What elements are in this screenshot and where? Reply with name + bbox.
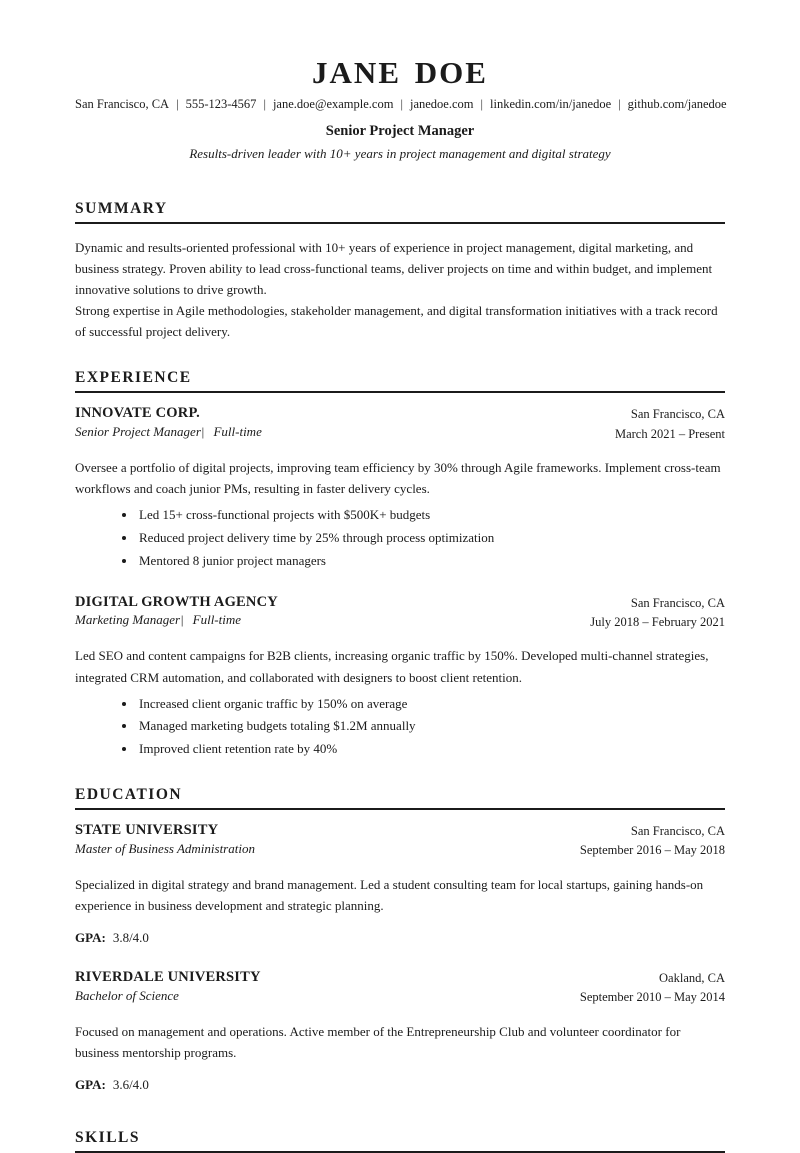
job-role-line — [75, 612, 278, 628]
candidate-tagline: Results-driven leader with 10+ years in project management and digital strategy — [189, 146, 611, 162]
job-location: San Francisco, CA — [630, 595, 725, 610]
education-heading: EDUCATION — [75, 786, 725, 810]
experience-entry-left — [75, 405, 262, 440]
job-bullet-list — [75, 695, 725, 760]
degree-name: Bachelor of Science — [75, 987, 179, 1003]
summary-body — [75, 237, 725, 342]
education-entry-meta — [580, 969, 725, 1008]
candidate-title: Senior Project Manager — [325, 123, 475, 140]
section-education — [75, 786, 725, 1093]
education-entry-left — [75, 822, 255, 857]
experience-entry-left — [75, 594, 278, 629]
gpa-label: GPA: — [75, 929, 106, 945]
job-bullet-list — [75, 506, 725, 571]
job-dates: March 2021 – Present — [614, 426, 725, 441]
contact-separator: | — [480, 97, 483, 112]
degree-name: Master of Business Administration — [75, 840, 255, 856]
candidate-name: JANE DOE — [312, 55, 488, 90]
job-description: Led SEO and content campaigns for B2B clients, increasing organic traffic by 150%. Developed multi-channel strategies, integrated CRM automation, and collaborated with designers to boost client retention. — [75, 648, 709, 685]
experience-entry — [75, 594, 725, 759]
school-name: STATE UNIVERSITY — [75, 822, 219, 839]
contact-separator: | — [263, 97, 266, 112]
job-bullet: • Reduced project delivery time by 25% through process optimization — [137, 529, 725, 548]
company-name: DIGITAL GROWTH AGENCY — [75, 593, 278, 610]
education-entry — [75, 969, 725, 1093]
contact-line — [75, 97, 725, 112]
gpa-value: 3.8/4.0 — [112, 929, 149, 945]
job-location: San Francisco, CA — [630, 407, 725, 422]
summary-paragraph: Dynamic and results-oriented professional with 10+ years of experience in project management, digital marketing, and business strategy. Proven ability to lead cross-functional teams, deliver projects on time and within budget, and implement innovative solutions to drive growth. — [75, 240, 713, 298]
job-description: Oversee a portfolio of digital projects, improving team efficiency by 30% through Agile frameworks. Implement cross-team workflows and coach junior PMs, resulting in faster delivery cycles. — [75, 460, 721, 497]
job-bullet: • Increased client organic traffic by 150% on average — [137, 695, 725, 714]
job-bullet: • Mentored 8 junior project managers — [137, 552, 725, 571]
summary-heading: SUMMARY — [75, 200, 725, 224]
role-separator: | — [180, 612, 184, 628]
contact-website: janedoe.com — [409, 97, 474, 112]
job-bullet: • Led 15+ cross-functional projects with $500K+ budgets — [137, 506, 725, 525]
experience-heading: EXPERIENCE — [75, 369, 725, 393]
gpa-value: 3.6/4.0 — [112, 1076, 149, 1092]
contact-separator: | — [176, 97, 179, 112]
summary-paragraph: Strong expertise in Agile methodologies, stakeholder management, and digital transformation initiatives with a track record of successful project delivery. — [75, 303, 718, 340]
education-entry-left — [75, 969, 261, 1004]
education-description: Focused on management and operations. Active member of the Entrepreneurship Club and volunteer coordinator for business mentorship programs. — [75, 1023, 681, 1060]
experience-entry-meta — [590, 594, 725, 633]
contact-phone: 555-123-4567 — [185, 97, 257, 112]
resume-header — [75, 56, 725, 162]
job-bullet: • Managed marketing budgets totaling $1.2M annually — [137, 717, 725, 736]
contact-location: San Francisco, CA — [75, 97, 170, 112]
school-dates: September 2010 – May 2014 — [579, 990, 725, 1005]
section-summary — [75, 200, 725, 342]
education-entry-header — [75, 969, 725, 1008]
education-description: Specialized in digital strategy and brand management. Led a student consulting team for local startups, gaining hands-on experience in business development and strategic planning. — [75, 876, 704, 913]
contact-separator: | — [400, 97, 403, 112]
contact-linkedin: linkedin.com/in/janedoe — [490, 97, 612, 112]
section-experience — [75, 369, 725, 759]
employment-type: Full-time — [192, 612, 242, 628]
experience-entry — [75, 405, 725, 570]
experience-entry-meta — [615, 405, 725, 444]
skills-heading: SKILLS — [75, 1129, 725, 1153]
contact-email: jane.doe@example.com — [272, 97, 394, 112]
school-dates: September 2016 – May 2018 — [579, 843, 725, 858]
education-entry — [75, 822, 725, 946]
job-title: Marketing Manager — [75, 612, 181, 628]
role-separator: | — [200, 424, 205, 439]
gpa-label: GPA: — [75, 1076, 106, 1092]
contact-separator: | — [618, 97, 621, 112]
job-dates: July 2018 – February 2021 — [590, 615, 725, 630]
education-entry-meta — [580, 822, 725, 861]
experience-entry-header — [75, 594, 725, 633]
contact-github: github.com/janedoe — [627, 97, 727, 112]
experience-entry-header — [75, 405, 725, 444]
school-location: Oakland, CA — [659, 970, 725, 985]
job-role-line — [75, 424, 262, 440]
job-title: Senior Project Manager — [75, 424, 201, 439]
education-entry-header — [75, 822, 725, 861]
school-name: RIVERDALE UNIVERSITY — [75, 968, 261, 985]
employment-type: Full-time — [213, 424, 262, 439]
gpa-line — [75, 930, 725, 946]
section-skills — [75, 1129, 725, 1153]
company-name: INNOVATE CORP. — [75, 405, 201, 422]
gpa-line — [75, 1077, 725, 1093]
school-location: San Francisco, CA — [630, 824, 725, 839]
job-bullet: • Improved client retention rate by 40% — [137, 740, 725, 759]
